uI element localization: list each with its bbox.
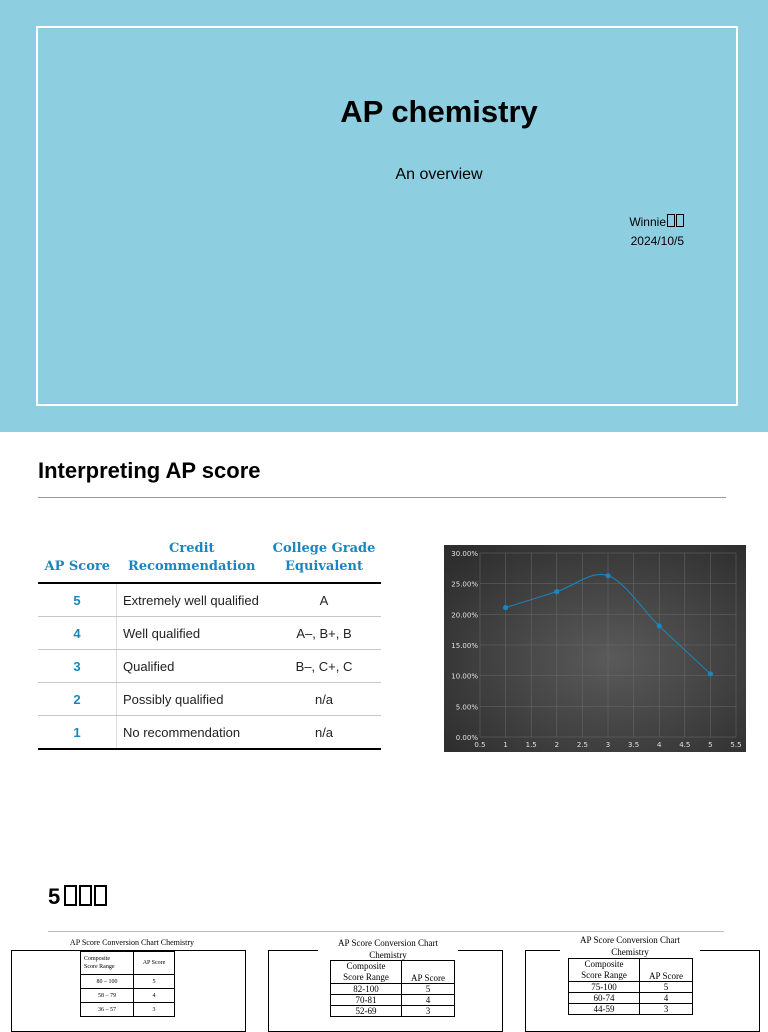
x-tick-label: 5.5 — [730, 741, 742, 749]
conv-score: 4 — [134, 989, 175, 1003]
conv-range: 60-74 — [569, 993, 640, 1004]
x-tick-label: 0.5 — [474, 741, 486, 749]
table-row — [38, 683, 381, 716]
x-tick-label: 2 — [554, 741, 560, 749]
conv-range: 52-69 — [331, 1006, 402, 1017]
presentation-subtitle: An overview — [395, 166, 483, 183]
chart-svg — [444, 545, 746, 752]
conv-header-score: AP Score — [640, 959, 693, 982]
conversion-chart-caption-1: AP Score Conversion Chart Chemistry — [42, 937, 222, 948]
conversion-table-2 — [330, 960, 455, 1017]
score-distribution-chart — [444, 545, 746, 752]
title-number: 5 — [48, 884, 61, 909]
row-recommendation: Extremely well qualified — [117, 583, 268, 617]
x-tick-label: 5 — [708, 741, 713, 749]
slide-title-five — [48, 884, 107, 910]
row-recommendation: Qualified — [117, 650, 268, 683]
data-point — [708, 671, 713, 676]
conv-header-score: AP Score — [134, 952, 175, 975]
row-score: 4 — [38, 617, 117, 650]
conv-header-composite — [331, 961, 402, 984]
conv-header-composite — [569, 959, 640, 982]
x-tick-label: 3 — [605, 741, 611, 749]
table-row — [38, 617, 381, 650]
conv-header-composite-line1: Composite — [584, 959, 624, 969]
table-row — [331, 1006, 455, 1017]
row-grade: n/a — [267, 716, 381, 750]
title-slide — [0, 0, 768, 432]
row-grade: A — [267, 583, 381, 617]
conv-range: 58 – 79 — [81, 989, 134, 1003]
table-row — [38, 583, 381, 617]
conv-range: 44-59 — [569, 1004, 640, 1015]
conv-header-composite — [81, 952, 134, 975]
conv-header-score: AP Score — [402, 961, 455, 984]
x-tick-label: 1 — [503, 741, 508, 749]
conv-caption-line2: Chemistry — [369, 950, 407, 960]
row-grade: B–, C+, C — [267, 650, 381, 683]
conv-score: 4 — [640, 993, 693, 1004]
conv-score: 5 — [402, 984, 455, 995]
header-ap-score: AP Score — [44, 559, 110, 574]
missing-glyph-icon — [676, 214, 684, 227]
table-row — [569, 993, 693, 1004]
presentation-title: AP chemistry — [340, 94, 538, 129]
header-credit-line1: Credit — [169, 541, 215, 556]
conv-caption-line1: AP Score Conversion Chart — [580, 935, 680, 945]
missing-glyph-icon — [64, 885, 77, 906]
conv-score: 5 — [134, 975, 175, 989]
y-tick-label: 10.00% — [451, 672, 478, 681]
table-row — [81, 989, 175, 1003]
slide3-divider — [48, 931, 724, 932]
table-row — [38, 650, 381, 683]
ap-score-table — [38, 537, 381, 750]
table-row — [569, 982, 693, 993]
conv-header-composite-line2: Score Range — [343, 972, 389, 982]
x-tick-label: 2.5 — [576, 741, 588, 749]
title-divider — [38, 497, 726, 498]
missing-glyph-icon — [79, 885, 92, 906]
data-point — [503, 605, 508, 610]
row-grade: n/a — [267, 683, 381, 716]
table-row — [331, 961, 455, 984]
row-score: 5 — [38, 583, 117, 617]
y-tick-label: 5.00% — [455, 703, 478, 712]
author-line — [629, 214, 684, 229]
header-credit-line2: Recommendation — [128, 559, 256, 574]
conv-range: 82-100 — [331, 984, 402, 995]
conv-header-composite-line2: Score Range — [84, 964, 115, 970]
table-row — [38, 716, 381, 750]
conversion-chart-caption-2 — [318, 937, 458, 961]
x-tick-label: 1.5 — [525, 741, 537, 749]
x-tick-label: 4 — [656, 741, 662, 749]
y-tick-label: 20.00% — [451, 611, 478, 620]
header-college-grade — [267, 537, 381, 583]
conv-score: 3 — [640, 1004, 693, 1015]
conv-range: 75-100 — [569, 982, 640, 993]
data-point — [554, 589, 559, 594]
conv-score: 5 — [640, 982, 693, 993]
row-score: 2 — [38, 683, 117, 716]
row-score: 3 — [38, 650, 117, 683]
header-grade-line2: Equivalent — [284, 559, 364, 574]
table-row — [331, 984, 455, 995]
conv-header-composite-line1: Composite — [84, 956, 111, 962]
x-tick-label: 3.5 — [628, 741, 640, 749]
conversion-table-3 — [568, 958, 693, 1015]
conversion-table-1 — [80, 951, 175, 1017]
table-row — [331, 995, 455, 1006]
conv-range: 80 – 100 — [81, 975, 134, 989]
conv-caption-line1: AP Score Conversion Chart — [338, 938, 438, 948]
row-recommendation: Well qualified — [117, 617, 268, 650]
table-row — [81, 975, 175, 989]
conversion-chart-caption-3 — [560, 934, 700, 958]
y-tick-label: 25.00% — [451, 580, 478, 589]
presentation-date: 2024/10/5 — [630, 234, 684, 248]
row-grade: A–, B+, B — [267, 617, 381, 650]
row-recommendation: Possibly qualified — [117, 683, 268, 716]
data-point — [605, 573, 610, 578]
conv-header-composite-line2: Score Range — [581, 970, 627, 980]
missing-glyph-icon — [667, 214, 675, 227]
conv-score: 3 — [134, 1003, 175, 1017]
row-score: 1 — [38, 716, 117, 750]
y-tick-label: 0.00% — [455, 734, 478, 742]
table-row — [569, 1004, 693, 1015]
chart-background — [444, 545, 746, 752]
conv-range: 70-81 — [331, 995, 402, 1006]
table-row — [81, 1003, 175, 1017]
header-grade-line1: College Grade — [272, 541, 376, 556]
y-tick-label: 15.00% — [451, 642, 478, 650]
table-row — [81, 952, 175, 975]
conv-score: 4 — [402, 995, 455, 1006]
missing-glyph-icon — [94, 885, 107, 906]
author-name: Winnie — [629, 215, 666, 229]
x-tick-label: 4.5 — [679, 741, 691, 749]
conv-score: 3 — [402, 1006, 455, 1017]
table-header-row — [38, 537, 381, 583]
y-tick-label: 30.00% — [451, 550, 478, 558]
data-point — [657, 623, 662, 628]
header-credit-recommendation — [117, 537, 268, 583]
conv-range: 36 – 57 — [81, 1003, 134, 1017]
slide-title-interpreting: Interpreting AP score — [38, 458, 261, 483]
conv-caption-line2: Chemistry — [611, 947, 649, 957]
row-recommendation: No recommendation — [117, 716, 268, 750]
table-row — [569, 959, 693, 982]
conv-header-composite-line1: Composite — [346, 961, 386, 971]
